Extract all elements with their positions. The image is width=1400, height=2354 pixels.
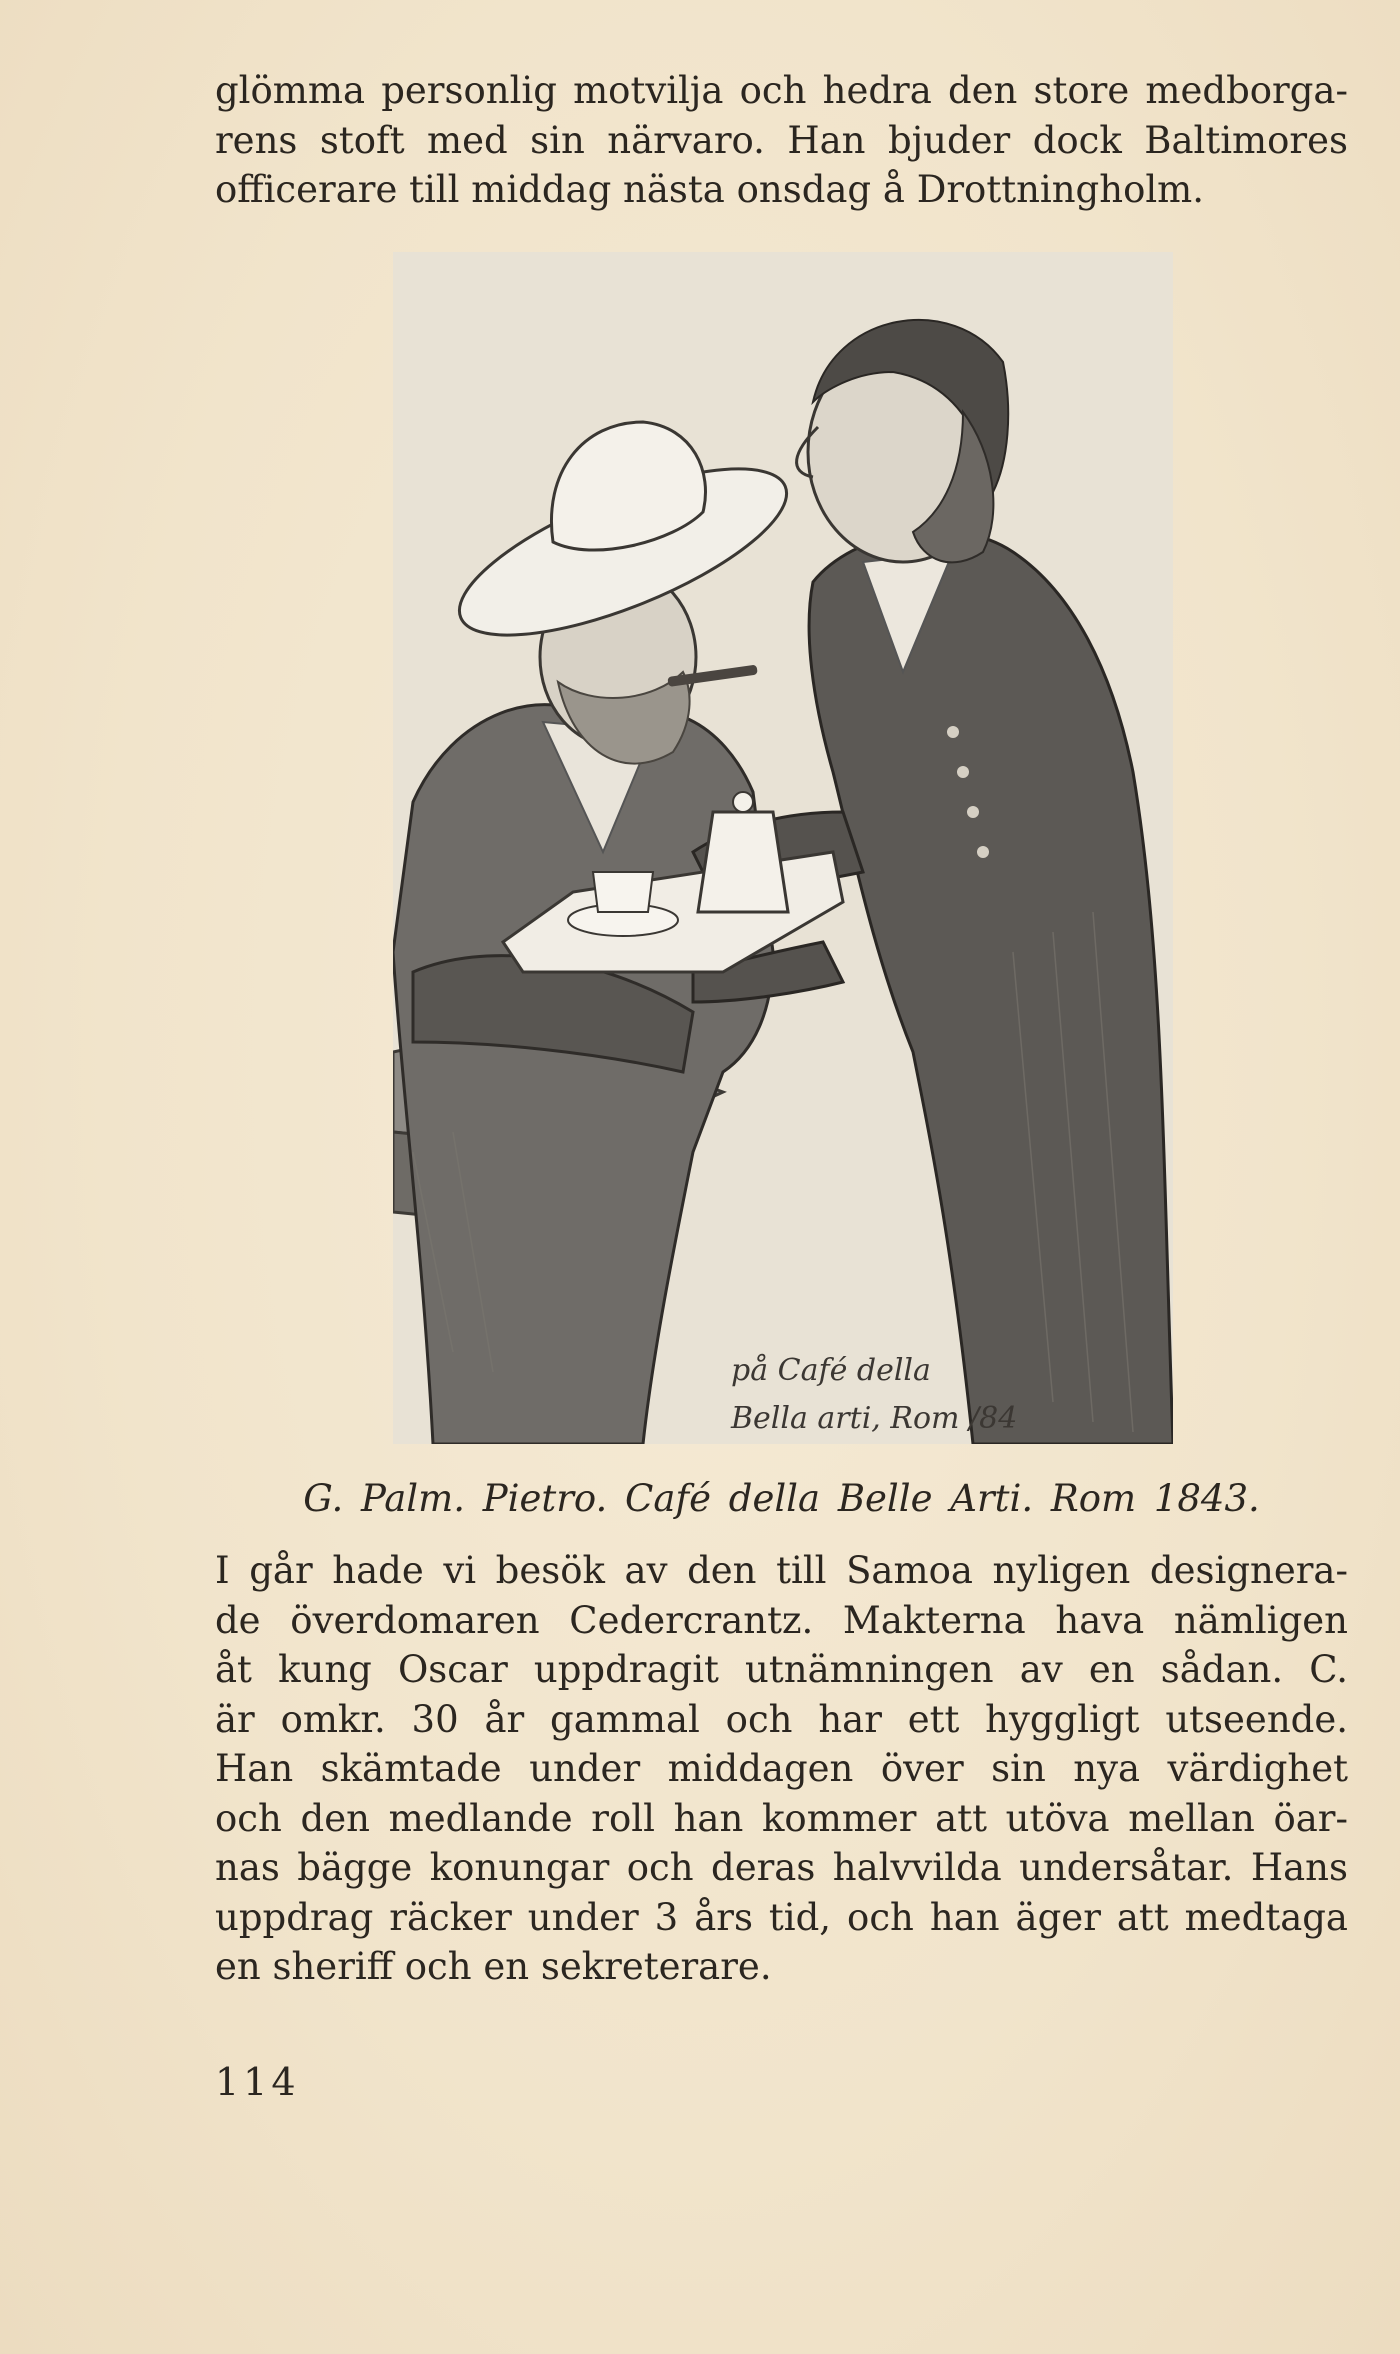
text-line: glömma personlig motvilja och hedra den store medborga- [215, 69, 1348, 112]
illustration-waiter-and-guest [393, 252, 1173, 1444]
illustration-caption: G. Palm. Pietro. Café della Belle Arti. Rom 1843. [303, 1477, 1260, 1520]
text-line: nas bägge konungar och deras halvvilda undersåtar. Hans [215, 1846, 1348, 1889]
page-number: 114 [215, 2060, 300, 2104]
text-line: officerare till middag nästa onsdag å Drottningholm. [215, 168, 1205, 211]
text-line: och den medlande roll han kommer att utöva mellan öar- [215, 1796, 1348, 1840]
text-line: rens stoft med sin närvaro. Han bjuder dock Baltimores [215, 118, 1348, 162]
text-line: en sheriff och en sekreterare. [215, 1945, 772, 1988]
bottom-paragraph [215, 1546, 1348, 1992]
text-line: uppdrag räcker under 3 års tid, och han äger att medtaga [215, 1895, 1348, 1939]
handwritten-inscription-line-1: på Café della [731, 1353, 931, 1388]
text-line: är omkr. 30 år gammal och har ett hyggligt utseende. [215, 1697, 1348, 1741]
text-line: de överdomaren Cedercrantz. Makterna hava nämligen [215, 1598, 1348, 1642]
top-paragraph [215, 66, 1348, 215]
text-line: I går hade vi besök av den till Samoa nyligen designera- [215, 1549, 1348, 1592]
text-line: åt kung Oscar uppdragit utnämningen av en sådan. C. [215, 1648, 1348, 1691]
handwritten-inscription-line-2: Bella arti, Rom /84 [731, 1401, 1018, 1436]
text-line: Han skämtade under middagen över sin nya värdighet [215, 1747, 1348, 1790]
